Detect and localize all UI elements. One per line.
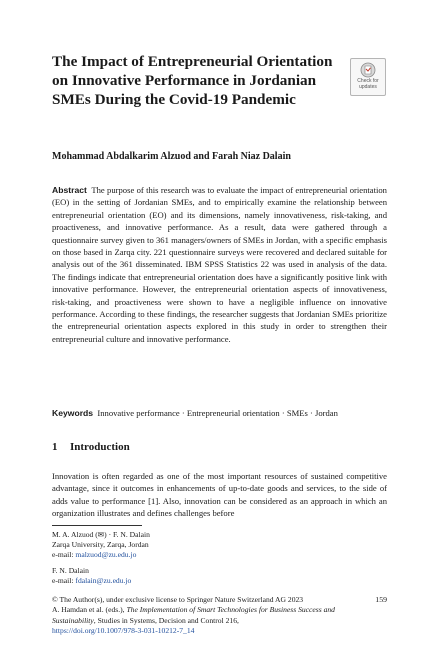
section-heading xyxy=(52,440,387,454)
page-number: 159 xyxy=(375,595,387,604)
copyright-block xyxy=(52,595,352,636)
footnote-author-1 xyxy=(52,530,392,560)
check-for-updates-badge[interactable] xyxy=(350,58,386,96)
section-number: 1 xyxy=(52,441,58,453)
keywords xyxy=(52,407,387,419)
footnote-email-line xyxy=(52,576,392,586)
book-title: The Implementation of Smart Technologies for Business Success and Sustainability xyxy=(52,605,335,625)
check-for-updates-icon xyxy=(360,62,376,78)
footnote-affiliation: Zarqa University, Zarqa, Jordan xyxy=(52,540,149,549)
badge-line-1: Check for xyxy=(357,78,379,84)
doi-link[interactable]: https://doi.org/10.1007/978-3-031-10212-7_14 xyxy=(52,625,195,635)
badge-line-2: updates xyxy=(359,83,377,90)
keywords-text: Innovative performance · Entrepreneurial orientation · SMEs · Jordan xyxy=(97,408,338,418)
email-link[interactable]: malzuod@zu.edu.jo xyxy=(75,550,137,559)
footnote-author-2 xyxy=(52,566,392,586)
paper-title: The Impact of Entrepreneurial Orientation on Innovative Performance in Jordanian SMEs During the Covid-19 Pandemic xyxy=(52,53,333,108)
email-link[interactable]: fdalain@zu.edu.jo xyxy=(75,576,132,585)
introduction-paragraph: Innovation is often regarded as one of the most important resources of sustained competitive advantage, since it outcomes in enhancements of up-to-date goods and services, to the side of adds value to performance [1]. Also, innovation can be considered as an approach in which an organization illustrates and defines challenges before xyxy=(52,471,387,519)
footnote-names: M. A. Alzuod (✉) · F. N. Dalain xyxy=(52,530,150,539)
editors-line: A. Hamdan et al. (eds.), xyxy=(52,605,125,615)
footnote-divider xyxy=(52,525,142,526)
keywords-label: Keywords xyxy=(52,408,94,418)
abstract-text: The purpose of this research was to evaluate the impact of entrepreneurial orientation (EO) in the setting of Jordanian SMEs, and to empirically examine the relationship between entrepreneurial orientation (EO) and its dimensions, namely innovativeness, risk-taking, and proactiveness, and innovative performance. As a result, data were gathered through a questionnaire survey given to 361 managers/owners of SMEs in Jordan, with a specific emphasis on those based in Zarqa city. 221 questionnaire surveys were recovered and declared suitable for analysis out of the 361 disseminated. IBM SPSS Statistics 22 was used in analysis of the data. The findings indicate that entrepreneurial orientation does have a significantly positive link with innovative performance. However, the entrepreneurial orientation aspects of innovativeness, risk-taking, and proactiveness were shown to have a negligible influence on innovative performance. According to these findings, the researcher suggests that Jordanian SMEs prioritize the entrepreneurial orientation aspects explored in this study in order to strengthen their entrepreneurial culture and innovative performance. xyxy=(52,185,387,344)
email-label: e-mail: xyxy=(52,576,74,585)
footnote-names: F. N. Dalain xyxy=(52,566,89,575)
series-line: , Studies in Systems, Decision and Control 216, xyxy=(93,615,239,625)
email-label: e-mail: xyxy=(52,550,74,559)
section-title: Introduction xyxy=(70,441,130,453)
footnote-email-line xyxy=(52,550,392,560)
abstract xyxy=(52,184,387,345)
abstract-label: Abstract xyxy=(52,185,87,195)
author-list: Mohammad Abdalkarim Alzuod and Farah Niaz Dalain xyxy=(52,151,291,162)
copyright-line: © The Author(s), under exclusive license to Springer Nature Switzerland AG 2023 xyxy=(52,595,304,604)
